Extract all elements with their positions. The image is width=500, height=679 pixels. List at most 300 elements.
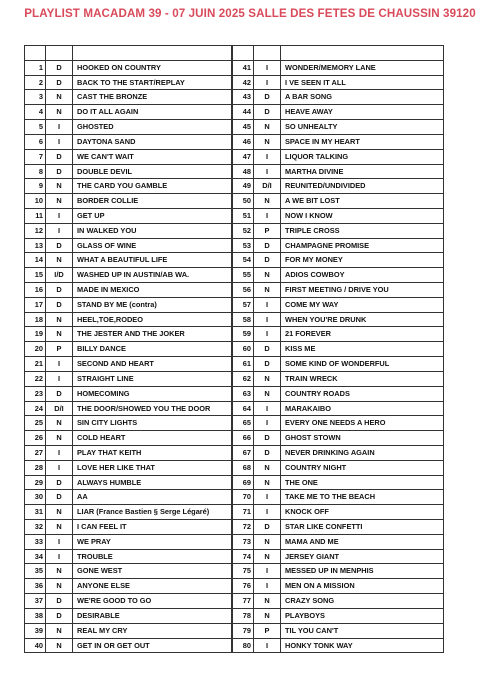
dance-level: D [254,520,281,535]
row-number: 44 [233,105,254,120]
row-number: 55 [233,268,254,283]
row-number: 71 [233,505,254,520]
table-row [25,549,232,564]
row-number: 13 [25,238,46,253]
song-title: BORDER COLLIE [73,194,232,209]
row-number: 1 [25,60,46,75]
row-number: 56 [233,283,254,298]
table-row [233,120,444,135]
dance-level: N [46,638,73,653]
table-row [25,105,232,120]
table-row [25,327,232,342]
row-number: 76 [233,579,254,594]
dance-level: N [46,194,73,209]
dance-level: I [254,327,281,342]
table-row [25,223,232,238]
song-title: DAYTONA SAND [73,134,232,149]
table-row [233,371,444,386]
dance-level: N [46,520,73,535]
dance-level: N [46,623,73,638]
table-row [233,490,444,505]
table-row [233,75,444,90]
song-title: WONDER/MEMORY LANE [281,60,444,75]
row-number: 4 [25,105,46,120]
dance-level: D [46,283,73,298]
dance-level: P [254,623,281,638]
dance-level: N [254,371,281,386]
row-number: 49 [233,179,254,194]
dance-level: N [46,431,73,446]
song-title: MEN ON A MISSION [281,579,444,594]
song-title: PLAYBOYS [281,608,444,623]
song-title: ANYONE ELSE [73,579,232,594]
row-number: 39 [25,623,46,638]
table-row [25,534,232,549]
dance-level: N [254,549,281,564]
row-number: 5 [25,120,46,135]
table-row [233,401,444,416]
row-number: 20 [25,342,46,357]
row-number: 57 [233,297,254,312]
dance-level: D [254,238,281,253]
table-row [233,608,444,623]
dance-level: N [254,460,281,475]
row-number: 16 [25,283,46,298]
row-number: 22 [25,371,46,386]
row-number: 68 [233,460,254,475]
row-number: 24 [25,401,46,416]
song-title: THE DOOR/SHOWED YOU THE DOOR [73,401,232,416]
dance-level: D [46,75,73,90]
dance-level: P [254,223,281,238]
song-title: TRIPLE CROSS [281,223,444,238]
dance-level: D [46,149,73,164]
dance-level: D [254,431,281,446]
table-row [233,297,444,312]
dance-level: D [46,164,73,179]
table-row [233,534,444,549]
table-row [25,120,232,135]
row-number: 65 [233,416,254,431]
table-row [25,401,232,416]
row-number: 34 [25,549,46,564]
song-title: LIAR (France Bastien § Serge Légaré) [73,505,232,520]
song-title: WE PRAY [73,534,232,549]
table-row [25,475,232,490]
dance-level: I [46,208,73,223]
table-row [233,164,444,179]
table-row [25,283,232,298]
song-title: THE ONE [281,475,444,490]
row-number: 79 [233,623,254,638]
dance-level: I [46,120,73,135]
dance-level: N [254,120,281,135]
row-number: 48 [233,164,254,179]
row-number: 58 [233,312,254,327]
dance-level: D [46,297,73,312]
dance-level: N [46,327,73,342]
table-row [233,179,444,194]
row-number: 41 [233,60,254,75]
table-row [25,460,232,475]
dance-level: I [254,564,281,579]
song-title: WHEN YOU'RE DRUNK [281,312,444,327]
row-number: 40 [25,638,46,653]
row-number: 35 [25,564,46,579]
dance-level: N [46,253,73,268]
row-number: 72 [233,520,254,535]
table-row [233,312,444,327]
dance-level: I [254,149,281,164]
dance-level: D [254,445,281,460]
song-title: WE CAN'T WAIT [73,149,232,164]
dance-level: N [254,594,281,609]
row-number: 63 [233,386,254,401]
table-row [233,549,444,564]
dance-level: I [254,490,281,505]
song-title: CAST THE BRONZE [73,90,232,105]
table-row [25,194,232,209]
song-title: KNOCK OFF [281,505,444,520]
dance-level: I [254,401,281,416]
song-title: THE CARD YOU GAMBLE [73,179,232,194]
table-row [233,134,444,149]
table-row [25,179,232,194]
song-title: THE JESTER AND THE JOKER [73,327,232,342]
song-title: SO UNHEALTY [281,120,444,135]
song-title: MAMA AND ME [281,534,444,549]
row-number: 12 [25,223,46,238]
table-row [233,416,444,431]
table-row [233,149,444,164]
dance-level: N [254,386,281,401]
table-row [233,342,444,357]
dance-level: N [46,416,73,431]
song-title: HOMECOMING [73,386,232,401]
song-title: REUNITED/UNDIVIDED [281,179,444,194]
song-title: TROUBLE [73,549,232,564]
table-row [25,149,232,164]
dance-level: I [46,534,73,549]
row-number: 7 [25,149,46,164]
table-blank-row [233,46,444,61]
table-blank-row [25,46,232,61]
song-title: WHAT A BEAUTIFUL LIFE [73,253,232,268]
table-row [25,297,232,312]
table-row [25,75,232,90]
dance-level: N [254,194,281,209]
table-row [25,416,232,431]
blank-cell [73,46,232,61]
row-number: 69 [233,475,254,490]
row-number: 25 [25,416,46,431]
row-number: 73 [233,534,254,549]
song-title: CRAZY SONG [281,594,444,609]
dance-level: I [254,579,281,594]
row-number: 18 [25,312,46,327]
song-title: SECOND AND HEART [73,357,232,372]
song-title: STRAIGHT LINE [73,371,232,386]
song-title: GLASS OF WINE [73,238,232,253]
song-title: FIRST MEETING / DRIVE YOU [281,283,444,298]
table-row [25,623,232,638]
table-row [233,223,444,238]
row-number: 60 [233,342,254,357]
song-title: MESSED UP IN MENPHIS [281,564,444,579]
song-title: DOUBLE DEVIL [73,164,232,179]
song-title: JERSEY GIANT [281,549,444,564]
dance-level: D/I [254,179,281,194]
blank-cell [46,46,73,61]
table-row [233,638,444,653]
row-number: 36 [25,579,46,594]
row-number: 28 [25,460,46,475]
blank-cell [281,46,444,61]
song-title: NEVER DRINKING AGAIN [281,445,444,460]
row-number: 29 [25,475,46,490]
row-number: 15 [25,268,46,283]
dance-level: D [254,253,281,268]
blank-cell [254,46,281,61]
dance-level: I [46,549,73,564]
song-title: COLD HEART [73,431,232,446]
table-row [233,505,444,520]
row-number: 45 [233,120,254,135]
song-title: A WE BIT LOST [281,194,444,209]
playlist-tables [24,45,444,650]
row-number: 21 [25,357,46,372]
row-number: 33 [25,534,46,549]
table-row [25,208,232,223]
dance-level: I [254,164,281,179]
row-number: 77 [233,594,254,609]
dance-level: N [46,105,73,120]
table-row [233,475,444,490]
table-row [233,623,444,638]
table-row [25,431,232,446]
row-number: 23 [25,386,46,401]
table-row [233,238,444,253]
song-title: IN WALKED YOU [73,223,232,238]
row-number: 66 [233,431,254,446]
row-number: 67 [233,445,254,460]
song-title: EVERY ONE NEEDS A HERO [281,416,444,431]
table-row [233,520,444,535]
dance-level: N [46,564,73,579]
row-number: 53 [233,238,254,253]
table-row [25,357,232,372]
song-title: NOW I KNOW [281,208,444,223]
song-title: MARAKAIBO [281,401,444,416]
song-title: DESIRABLE [73,608,232,623]
table-row [25,164,232,179]
row-number: 62 [233,371,254,386]
song-title: STAR LIKE CONFETTI [281,520,444,535]
song-title: GHOST STOWN [281,431,444,446]
row-number: 38 [25,608,46,623]
song-title: STAND BY ME (contra) [73,297,232,312]
song-title: FOR MY MONEY [281,253,444,268]
table-row [233,431,444,446]
row-number: 17 [25,297,46,312]
song-title: BILLY DANCE [73,342,232,357]
playlist-table-left [24,45,232,653]
table-row [233,208,444,223]
dance-level: D [46,490,73,505]
dance-level: D [46,594,73,609]
table-row [25,608,232,623]
row-number: 47 [233,149,254,164]
song-title: GONE WEST [73,564,232,579]
table-row [233,460,444,475]
table-row [25,490,232,505]
song-title: A BAR SONG [281,90,444,105]
table-row [233,594,444,609]
dance-level: N [46,579,73,594]
dance-level: N [254,534,281,549]
dance-level: D [254,105,281,120]
table-row [233,357,444,372]
table-row [25,371,232,386]
table-row [25,520,232,535]
row-number: 80 [233,638,254,653]
song-title: GET IN OR GET OUT [73,638,232,653]
dance-level: I [46,134,73,149]
table-row [233,105,444,120]
row-number: 19 [25,327,46,342]
dance-level: D [46,475,73,490]
playlist-table-right [232,45,444,653]
dance-level: N [46,179,73,194]
dance-level: D [46,60,73,75]
row-number: 64 [233,401,254,416]
row-number: 14 [25,253,46,268]
row-number: 42 [233,75,254,90]
song-title: TAKE ME TO THE BEACH [281,490,444,505]
song-title: GET UP [73,208,232,223]
song-title: PLAY THAT KEITH [73,445,232,460]
dance-level: D [46,386,73,401]
dance-level: I [254,638,281,653]
dance-level: I [254,60,281,75]
song-title: LOVE HER LIKE THAT [73,460,232,475]
song-title: KISS ME [281,342,444,357]
song-title: COUNTRY NIGHT [281,460,444,475]
song-title: LIQUOR TALKING [281,149,444,164]
table-row [25,386,232,401]
dance-level: D [46,608,73,623]
row-number: 30 [25,490,46,505]
song-title: AA [73,490,232,505]
dance-level: D [254,342,281,357]
table-row [25,505,232,520]
song-title: I CAN FEEL IT [73,520,232,535]
row-number: 10 [25,194,46,209]
dance-level: I [254,75,281,90]
dance-level: N [46,90,73,105]
blank-cell [233,46,254,61]
dance-level: I [46,371,73,386]
song-title: DO IT ALL AGAIN [73,105,232,120]
row-number: 3 [25,90,46,105]
row-number: 61 [233,357,254,372]
table-row [233,253,444,268]
dance-level: D [254,90,281,105]
row-number: 74 [233,549,254,564]
song-title: SPACE IN MY HEART [281,134,444,149]
song-title: ADIOS COWBOY [281,268,444,283]
song-title: MARTHA DIVINE [281,164,444,179]
dance-level: N [46,505,73,520]
dance-level: N [254,608,281,623]
song-title: 21 FOREVER [281,327,444,342]
song-title: WASHED UP IN AUSTIN/AB WA. [73,268,232,283]
song-title: HEAVE AWAY [281,105,444,120]
dance-level: I [254,297,281,312]
song-title: COUNTRY ROADS [281,386,444,401]
song-title: ALWAYS HUMBLE [73,475,232,490]
row-number: 6 [25,134,46,149]
table-row [233,283,444,298]
table-row [25,594,232,609]
table-row [25,90,232,105]
dance-level: I [46,357,73,372]
row-number: 50 [233,194,254,209]
dance-level: I [46,460,73,475]
row-number: 32 [25,520,46,535]
dance-level: I [254,208,281,223]
dance-level: D [254,357,281,372]
row-number: 78 [233,608,254,623]
table-row [233,579,444,594]
dance-level: D/I [46,401,73,416]
table-row [233,90,444,105]
row-number: 31 [25,505,46,520]
table-row [233,60,444,75]
row-number: 43 [233,90,254,105]
song-title: REAL MY CRY [73,623,232,638]
song-title: HONKY TONK WAY [281,638,444,653]
row-number: 9 [25,179,46,194]
table-row [233,386,444,401]
song-title: WE'RE GOOD TO GO [73,594,232,609]
table-row [233,194,444,209]
row-number: 70 [233,490,254,505]
song-title: COME MY WAY [281,297,444,312]
table-row [25,445,232,460]
song-title: MADE IN MEXICO [73,283,232,298]
dance-level: I [254,416,281,431]
table-row [25,579,232,594]
table-row [25,342,232,357]
row-number: 26 [25,431,46,446]
dance-level: N [46,312,73,327]
song-title: SIN CITY LIGHTS [73,416,232,431]
row-number: 46 [233,134,254,149]
song-title: I VE SEEN IT ALL [281,75,444,90]
dance-level: P [46,342,73,357]
song-title: GHOSTED [73,120,232,135]
table-row [233,445,444,460]
blank-cell [25,46,46,61]
song-title: HEEL,TOE,RODEO [73,312,232,327]
table-row [25,134,232,149]
row-number: 37 [25,594,46,609]
dance-level: I [254,505,281,520]
row-number: 51 [233,208,254,223]
dance-level: I [46,223,73,238]
table-row [25,60,232,75]
